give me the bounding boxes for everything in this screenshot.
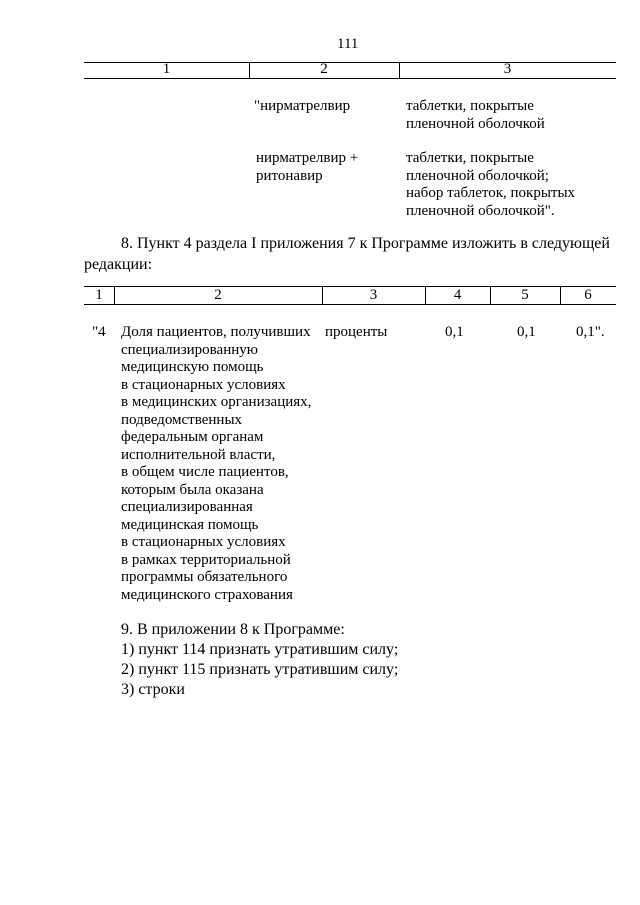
table1-row2-col2 <box>256 150 358 185</box>
text-line: в стационарных условиях <box>121 376 286 393</box>
text-line: медицинская помощь <box>121 516 259 533</box>
table2-row-col6: 0,1". <box>576 324 605 340</box>
text-line: специализированная <box>121 499 253 515</box>
table2-header-bottom-border <box>84 304 616 305</box>
paragraph9-title: 9. В приложении 8 к Программе: <box>121 621 345 638</box>
text-line: программы обязательного <box>121 569 288 585</box>
table2-row-col3: проценты <box>325 324 388 340</box>
text-line: таблетки, покрытые <box>406 98 534 114</box>
text-line: в медицинских организациях, <box>121 394 312 410</box>
table2-header-col3: 3 <box>369 287 378 303</box>
table2-row-col2 <box>121 324 311 604</box>
paragraph8-line1: 8. Пункт 4 раздела I приложения 7 к Программе изложить в следующей <box>121 235 610 252</box>
text-line: набор таблеток, покрытых <box>406 185 576 201</box>
text-line: пленочной оболочкой; <box>406 167 549 184</box>
table2-row-col4: 0,1 <box>445 324 464 340</box>
page-number: 111 <box>337 36 359 52</box>
text-line: которым была оказана <box>121 481 264 498</box>
table1-header-col1: 1 <box>162 61 171 77</box>
text-line: ритонавир <box>256 167 323 184</box>
table2-row-col5: 0,1 <box>517 324 536 340</box>
text-line: медицинскую помощь <box>121 359 264 375</box>
table2-header-col5: 5 <box>521 287 529 303</box>
table1-row2-col3 <box>406 150 575 220</box>
table2-header-col6: 6 <box>584 287 592 303</box>
table1-header-col3: 3 <box>503 61 512 77</box>
table1-row1-col3 <box>406 98 545 133</box>
text-line: в общем числе пациентов, <box>121 464 289 480</box>
text-line: медицинского страхования <box>121 586 293 603</box>
table2-header-col4: 4 <box>453 287 462 303</box>
text-line: исполнительной власти, <box>121 446 276 463</box>
text-line: пленочной оболочкой". <box>406 202 555 219</box>
table2-header-col2: 2 <box>214 287 222 303</box>
table1-row1-col2 <box>254 98 350 116</box>
paragraph9 <box>121 620 398 700</box>
text-line: специализированную <box>121 341 258 358</box>
table1-header-bottom-border <box>84 78 616 79</box>
table2-header-col1: 1 <box>95 287 103 303</box>
text-line: подведомственных <box>121 411 243 428</box>
text-line: в рамках территориальной <box>121 551 291 568</box>
text-line: пленочной оболочкой <box>406 115 545 132</box>
text-line: Доля пациентов, получивших <box>121 324 311 340</box>
text-line: федеральным органам <box>121 429 264 445</box>
paragraph9-item-2: 2) пункт 115 признать утратившим силу; <box>121 661 399 678</box>
text-line: нирматрелвир + <box>256 150 359 166</box>
paragraph9-item-3: 3) строки <box>121 681 185 698</box>
text-line: "нирматрелвир <box>254 98 351 114</box>
table1-header-col2: 2 <box>320 61 328 77</box>
text-line: таблетки, покрытые <box>406 150 534 166</box>
table2-row-col1: "4 <box>92 324 106 340</box>
paragraph8-line2: редакции: <box>84 256 153 273</box>
text-line: в стационарных условиях <box>121 534 286 550</box>
paragraph9-item-1: 1) пункт 114 признать утратившим силу; <box>121 641 399 658</box>
